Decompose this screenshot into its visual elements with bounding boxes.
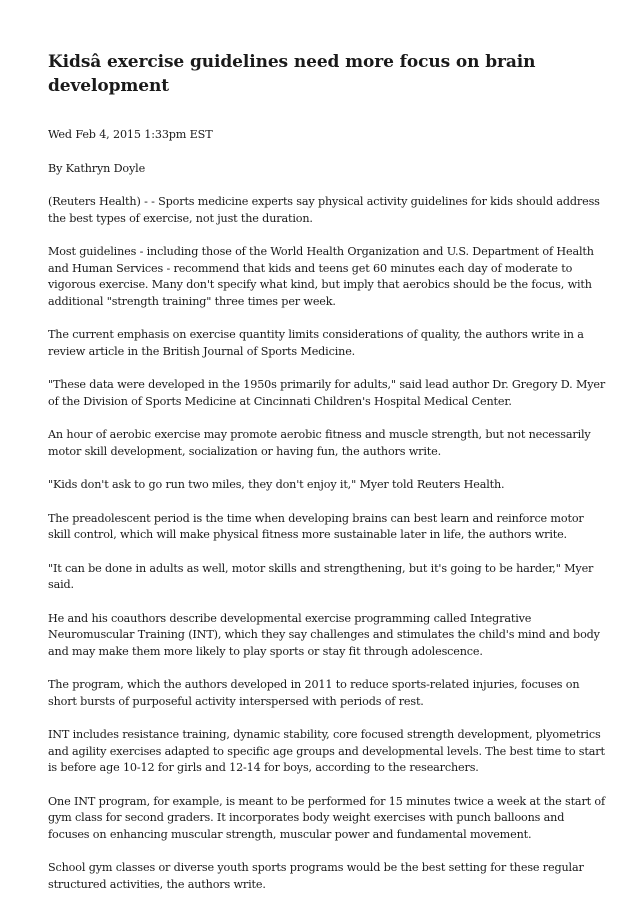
- paragraph: INT includes resistance training, dynamic stability, core focused strength development, plyometrics and agility exercises adapted to specific age groups and developmental levels. The best time to start is before age 10-12 for girls and 12-14 for boys, according to the researchers.: [48, 728, 605, 774]
- paragraph: "These data were developed in the 1950s primarily for adults," said lead author Dr. Gregory D. Myer of the Division of Sports Medicine at Cincinnati Children's Hospital Medical Center.: [48, 378, 606, 408]
- paragraph: School gym classes or diverse youth sports programs would be the best setting for these regular structured activities, the authors write.: [48, 861, 584, 891]
- article: [48, 50, 608, 910]
- article-byline: By Kathryn Doyle: [48, 161, 146, 175]
- paragraph: One INT program, for example, is meant to be performed for 15 minutes twice a week at the start of gym class for second graders. It incorporates body weight exercises with punch balloons and focuses on enhancing muscular strength, muscular power and fundamental movement.: [48, 794, 605, 841]
- paragraph: (Reuters Health) - - Sports medicine experts say physical activity guidelines for kids should address the best types of exercise, not just the duration.: [48, 195, 600, 225]
- paragraph: The preadolescent period is the time when developing brains can best learn and reinforce motor skill control, which will make physical fitness more sustainable later in life, the authors write.: [48, 511, 584, 541]
- paragraph: An hour of aerobic exercise may promote aerobic fitness and muscle strength, but not necessarily motor skill development, socialization or having fun, the authors write.: [48, 428, 591, 458]
- paragraph: The current emphasis on exercise quantity limits considerations of quality, the authors write in a review article in the British Journal of Sports Medicine.: [48, 328, 584, 358]
- article-title: Kidsâ exercise guidelines need more focus on brain development: [48, 52, 536, 96]
- paragraph: "Kids don't ask to go run two miles, they don't enjoy it," Myer told Reuters Health.: [48, 478, 505, 491]
- paragraph: "It can be done in adults as well, motor skills and strengthening, but it's going to be harder," Myer said.: [48, 561, 594, 591]
- paragraph: Most guidelines - including those of the World Health Organization and U.S. Department of Health and Human Services - recommend that kids and teens get 60 minutes each day of moderate to vigorous exercise. Many don't specify what kind, but imply that aerobics should be the focus, with additional "strength training" three times per week.: [48, 245, 594, 308]
- paragraph: He and his coauthors describe developmental exercise programming called Integrative Neuromuscular Training (INT), which they say challenges and stimulates the child's mind and body and may make them more likely to play sports or stay fit through adolescence.: [48, 611, 600, 658]
- article-date: Wed Feb 4, 2015 1:33pm EST: [48, 128, 213, 141]
- paragraph: The program, which the authors developed in 2011 to reduce sports-related injuries, focuses on short bursts of purposeful activity interspersed with periods of rest.: [48, 678, 580, 708]
